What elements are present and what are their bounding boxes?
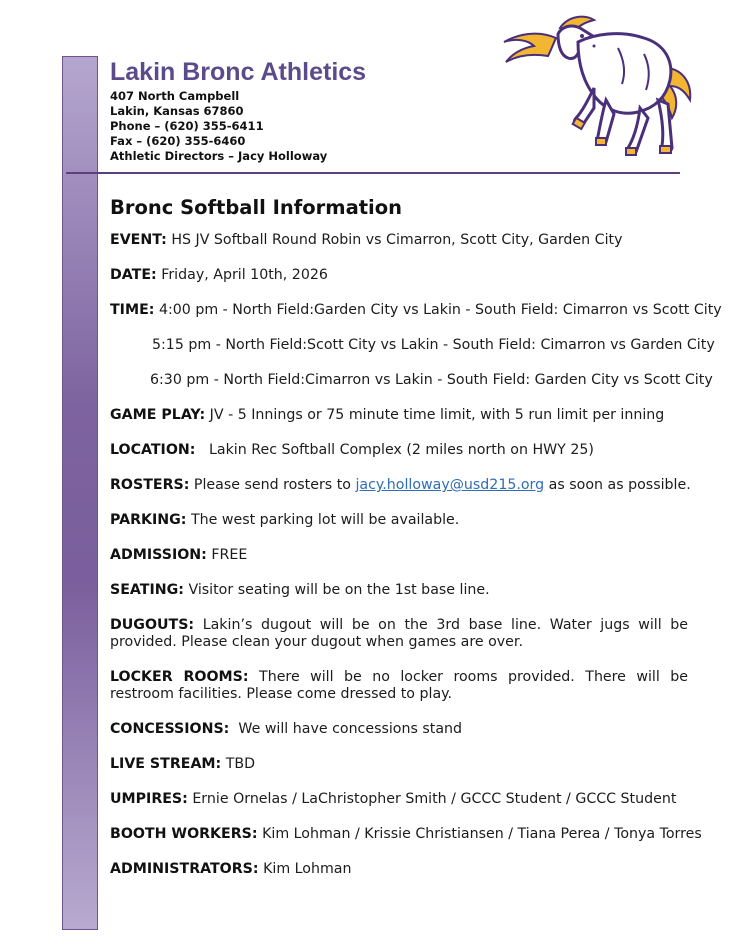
game-play-row	[110, 407, 688, 424]
live-stream-row	[110, 756, 688, 773]
admission-row	[110, 547, 688, 564]
rosters-label: ROSTERS:	[110, 477, 190, 493]
date-value: Friday, April 10th, 2026	[161, 267, 328, 283]
address-street: 407 North Campbell	[110, 89, 240, 103]
organization-title: Lakin Bronc Athletics	[110, 58, 367, 86]
locker-rooms-row	[110, 669, 688, 703]
administrators-row	[110, 861, 688, 878]
seating-label: SEATING:	[110, 582, 184, 598]
concessions-value: We will have concessions stand	[238, 721, 463, 737]
parking-row	[110, 512, 688, 529]
umpires-row	[110, 791, 688, 808]
location-row	[110, 442, 688, 459]
administrators-label: ADMINISTRATORS:	[110, 861, 259, 877]
time-slot: 4:00 pm - North Field:Garden City vs Lakin - South Field: Cimarron vs Scott City	[158, 302, 722, 318]
parking-label: PARKING:	[110, 512, 187, 528]
booth-workers-row	[110, 826, 702, 843]
document-heading: Bronc Softball Information	[110, 196, 403, 219]
document-body	[110, 194, 722, 896]
umpires-label: UMPIRES:	[110, 791, 188, 807]
address-athletic-director: Athletic Directors – Jacy Holloway	[110, 149, 328, 163]
concessions-row	[110, 721, 688, 738]
rosters-text-after: as soon as possible.	[548, 477, 691, 493]
time-slot-row	[110, 372, 713, 389]
seating-row	[110, 582, 688, 599]
address-phone: Phone – (620) 355-6411	[110, 119, 264, 133]
locker-rooms-value: There will be no locker rooms provided. There will be restroom facilities. Please come dressed to play.	[110, 669, 688, 702]
location-label: LOCATION:	[110, 442, 196, 458]
seating-value: Visitor seating will be on the 1st base line.	[188, 582, 490, 598]
locker-rooms-label: LOCKER ROOMS:	[110, 669, 249, 685]
time-row	[110, 302, 722, 319]
location-value: Lakin Rec Softball Complex (2 miles north on HWY 25)	[208, 442, 594, 458]
game-play-label: GAME PLAY:	[110, 407, 206, 423]
game-play-value: JV - 5 Innings or 75 minute time limit, with 5 run limit per inning	[209, 407, 665, 423]
time-slot: 5:15 pm - North Field:Scott City vs Lakin - South Field: Cimarron vs Garden City	[152, 337, 715, 353]
umpires-value: Ernie Ornelas / LaChristopher Smith / GCCC Student / GCCC Student	[192, 791, 677, 807]
address-city: Lakin, Kansas 67860	[110, 104, 244, 118]
dugouts-value: Lakin’s dugout will be on the 3rd base line. Water jugs will be provided. Please clean your dugout when games are over.	[110, 617, 688, 650]
time-label: TIME:	[110, 302, 155, 318]
time-slot-row	[110, 337, 715, 354]
address-fax: Fax – (620) 355-6460	[110, 134, 246, 148]
bronco-horse-logo-icon	[498, 8, 698, 160]
dugouts-row	[110, 617, 688, 651]
admission-value: FREE	[211, 547, 248, 563]
live-stream-label: LIVE STREAM:	[110, 756, 222, 772]
roster-email-link[interactable]: jacy.holloway@usd215.org	[355, 477, 545, 493]
date-label: DATE:	[110, 267, 157, 283]
booth-workers-value: Kim Lohman / Krissie Christiansen / Tiana Perea / Tonya Torres	[262, 826, 702, 842]
decorative-side-bar	[62, 56, 98, 930]
letterhead	[110, 58, 366, 164]
parking-value: The west parking lot will be available.	[190, 512, 460, 528]
booth-workers-label: BOOTH WORKERS:	[110, 826, 258, 842]
dugouts-label: DUGOUTS:	[110, 617, 195, 633]
rosters-row	[110, 477, 691, 494]
rosters-text: Please send rosters to	[193, 477, 351, 493]
time-slot: 6:30 pm - North Field:Cimarron vs Lakin - South Field: Garden City vs Scott City	[150, 372, 713, 388]
header-divider	[66, 172, 680, 174]
concessions-label: CONCESSIONS:	[110, 721, 230, 737]
event-label: EVENT:	[110, 232, 167, 248]
administrators-value: Kim Lohman	[263, 861, 352, 877]
admission-label: ADMISSION:	[110, 547, 207, 563]
date-row	[110, 267, 688, 284]
event-row	[110, 232, 688, 249]
event-value: HS JV Softball Round Robin vs Cimarron, Scott City, Garden City	[171, 232, 623, 248]
live-stream-value: TBD	[225, 756, 256, 772]
